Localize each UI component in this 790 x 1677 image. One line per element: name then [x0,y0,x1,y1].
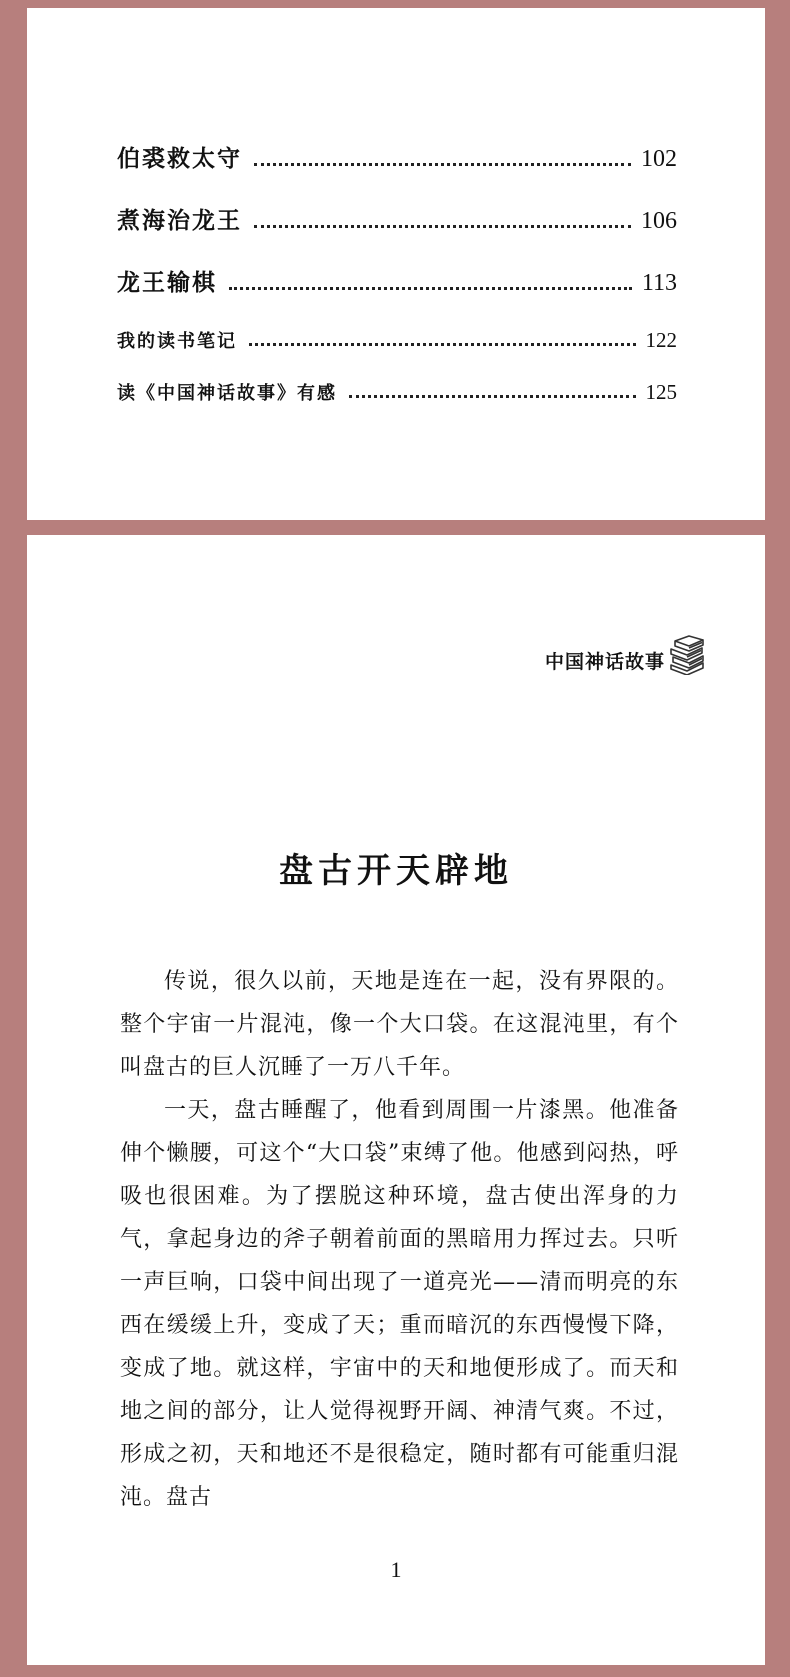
toc-leader-dots [249,343,636,346]
chapter-page [27,535,765,1665]
toc-leader-dots [229,287,632,290]
toc-entry[interactable] [117,140,677,173]
chapter-body [120,960,679,1519]
toc-entry-page: 106 [641,208,677,234]
books-stack-icon [667,635,707,675]
toc-page [27,8,765,520]
toc-entry-title: 伯裘救太守 [117,145,242,172]
toc-entry-page: 113 [641,270,677,296]
toc-entry[interactable] [117,327,677,353]
toc-leader-dots [254,225,631,228]
toc-entry-title: 读《中国神话故事》有感 [117,383,337,404]
body-paragraph: 传说，很久以前，天地是连在一起，没有界限的。整个宇宙一片混沌，像一个大口袋。在这混沌里，有个叫盘古的巨人沉睡了一万八千年。 [120,969,679,1080]
toc-entry-page: 102 [641,146,677,172]
toc-entry-title: 龙王输棋 [117,269,217,296]
toc-leader-dots [349,395,636,398]
toc-leader-dots [254,163,631,166]
toc-entry-page: 122 [645,328,677,352]
toc-entry-title: 煮海治龙王 [117,207,242,234]
toc-entry[interactable] [117,379,677,405]
page-number: 1 [390,1557,402,1582]
series-title: 中国神话故事 [544,651,665,673]
toc-entry[interactable] [117,264,677,297]
body-paragraph: 一天，盘古睡醒了，他看到周围一片漆黑。他准备伸个懒腰，可这个“大口袋”束缚了他。他感到闷热，呼吸也很困难。为了摆脱这种环境，盘古使出浑身的力气，拿起身边的斧子朝着前面的黑暗用力挥过去。只听一声巨响，口袋中间出现了一道亮光——清而明亮的东西在缓缓上升，变成了天；重而暗沉的东西慢慢下降，变成了地。就这样，宇宙中的天和地便形成了。而天和地之间的部分，让人觉得视野开阔、神清气爽。不过，形成之初，天和地还不是很稳定，随时都有可能重归混沌。盘古 [120,1098,679,1510]
toc-entry-page: 125 [645,380,677,404]
toc-entry[interactable] [117,202,677,235]
chapter-title: 盘古开天辟地 [279,851,513,891]
toc-entry-title: 我的读书笔记 [117,331,237,352]
